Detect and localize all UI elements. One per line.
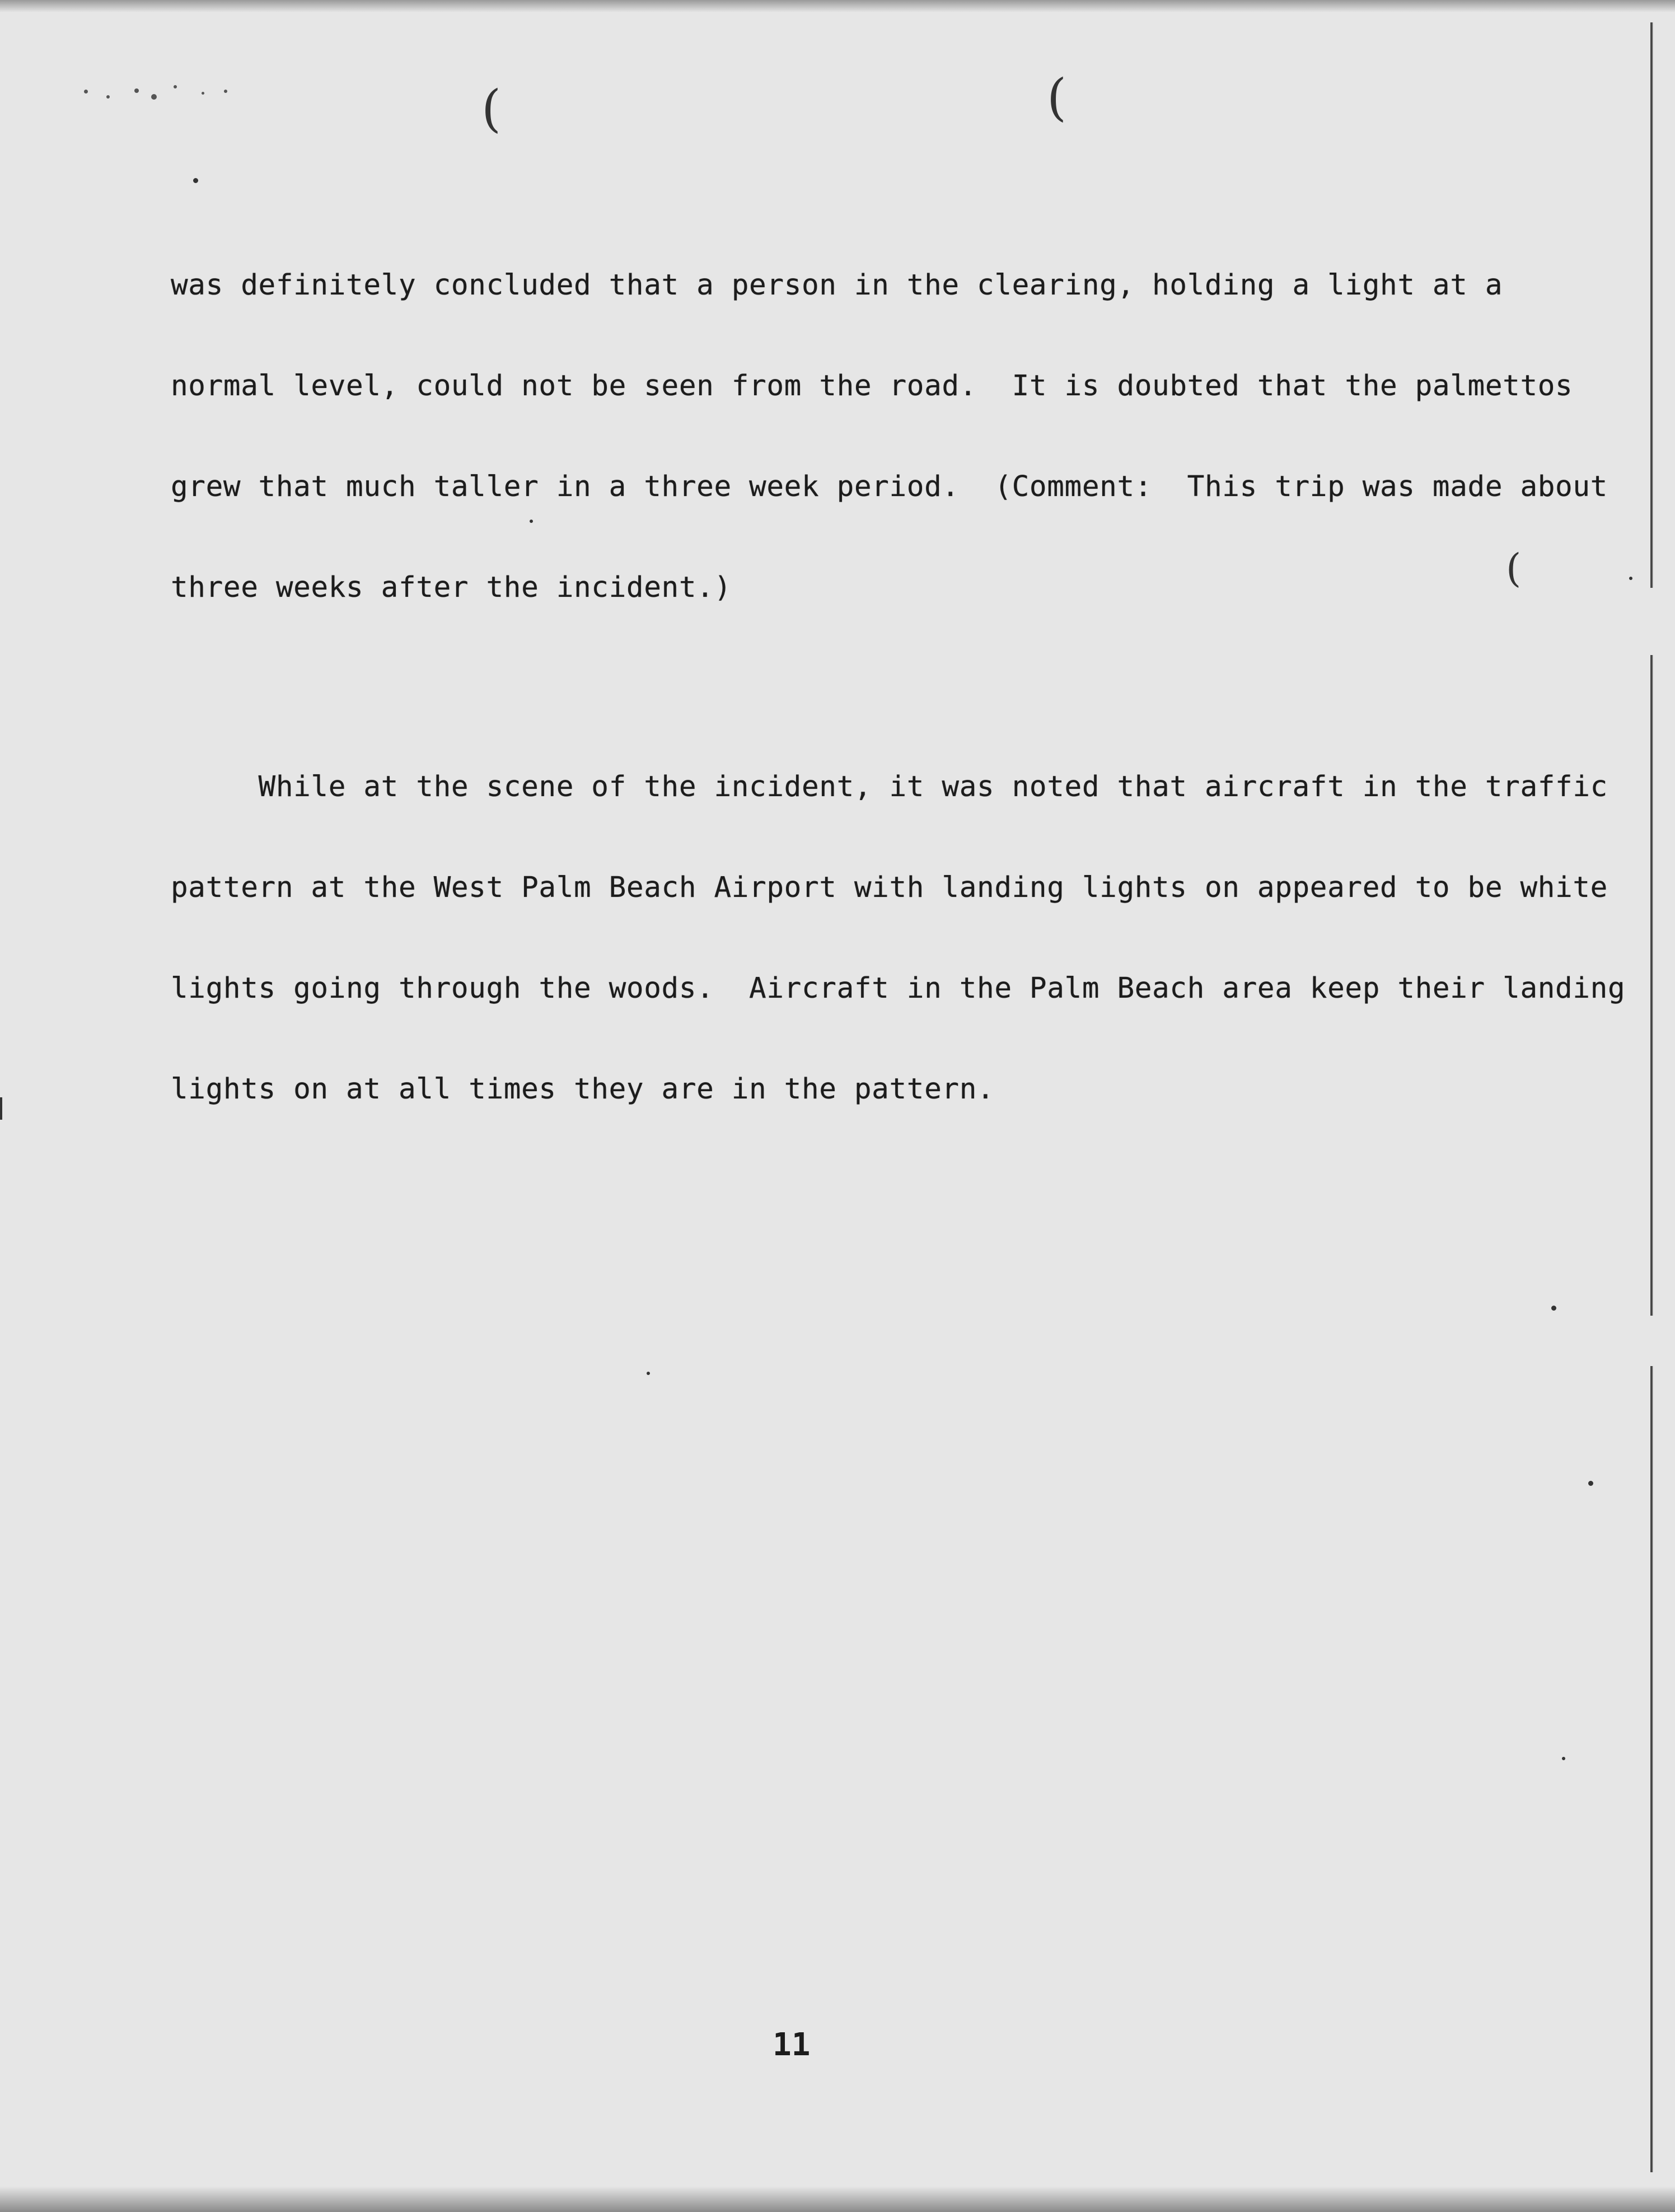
text-line: While at the scene of the incident, it was noted that aircraft in the traffic <box>171 770 1608 803</box>
scan-bottom-edge <box>0 2186 1675 2212</box>
scan-speck <box>1551 1306 1556 1311</box>
paragraph <box>171 703 1626 1173</box>
punch-mark-left: ( <box>481 79 502 138</box>
scan-top-edge <box>0 0 1675 12</box>
page-number: 11 <box>773 2027 811 2063</box>
scan-speck <box>647 1372 650 1375</box>
text-line: three weeks after the incident.) <box>171 571 732 604</box>
scan-edge-gap <box>1648 588 1656 655</box>
scan-right-edge <box>1650 22 1653 2172</box>
scan-speck <box>193 178 198 183</box>
text-line: pattern at the West Palm Beach Airport with landing lights on appeared to be white <box>171 871 1608 904</box>
text-line: lights going through the woods. Aircraft in the Palm Beach area keep their landing <box>171 972 1626 1005</box>
text-line: normal level, could not be seen from the road. It is doubted that the palmettos <box>171 370 1573 403</box>
scan-speck <box>1588 1481 1593 1486</box>
punch-mark-right: ( <box>1047 68 1067 127</box>
scan-speck <box>1562 1757 1565 1760</box>
scan-marks <box>84 78 252 112</box>
document-body <box>171 202 1626 1205</box>
scan-left-edge <box>0 1097 2 1120</box>
scan-speck <box>1629 577 1632 580</box>
scan-edge-gap <box>1648 1316 1656 1366</box>
text-line: lights on at all times they are in the pattern. <box>171 1073 995 1106</box>
text-line: grew that much taller in a three week period. (Comment: This trip was made about <box>171 470 1608 503</box>
paragraph <box>171 202 1608 672</box>
punch-mark-margin: ( <box>1506 545 1522 591</box>
text-line: was definitely concluded that a person in the clearing, holding a light at a <box>171 269 1503 302</box>
